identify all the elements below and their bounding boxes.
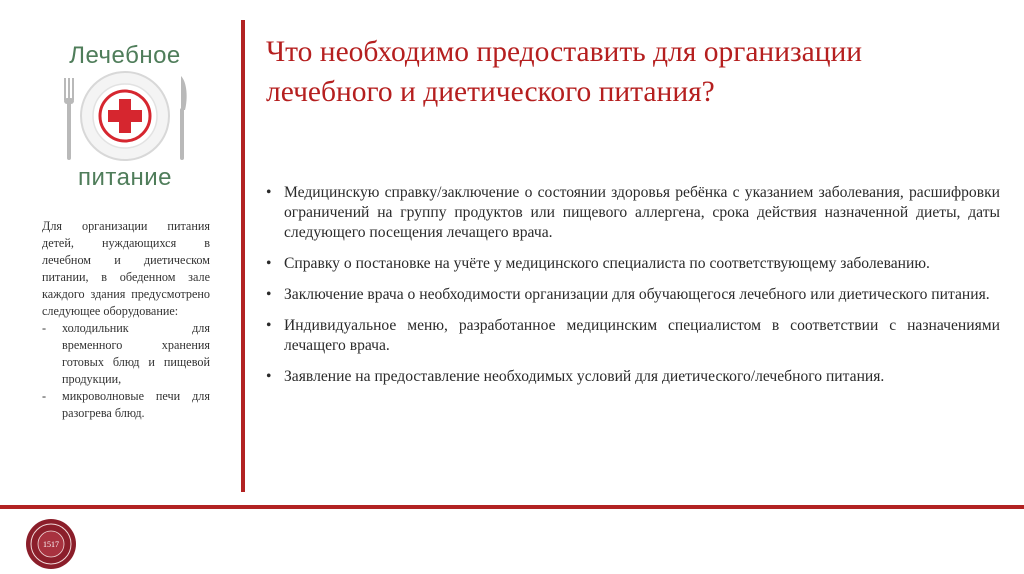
seal-year: 1517 <box>43 540 59 549</box>
plate-cross-icon <box>50 68 200 164</box>
list-item-text: Заключение врача о необходимости организации для обучающегося лечебного или диетического питания. <box>284 286 990 303</box>
equipment-item <box>42 320 210 388</box>
bullet-marker: • <box>266 317 272 334</box>
bullet-marker: • <box>266 368 272 385</box>
knife-icon <box>180 76 187 160</box>
list-item <box>266 183 1000 243</box>
list-item <box>266 254 1000 274</box>
list-item <box>266 285 1000 305</box>
vertical-divider <box>241 20 245 492</box>
list-item-text: Индивидуальное меню, разработанное медицинским специалистом в соответствии с назначениями лечащего врача. <box>284 317 1000 354</box>
sidebar-note <box>42 218 210 422</box>
footer-divider <box>0 505 1024 509</box>
bullet-marker: • <box>266 184 272 201</box>
logo-top-text: Лечебное <box>69 42 181 69</box>
list-dash: - <box>42 389 47 403</box>
university-seal-icon <box>24 517 78 571</box>
equipment-item-text: холодильник для временного хранения готовых блюд и пищевой продукции, <box>62 321 210 386</box>
equipment-list <box>42 320 210 422</box>
documents-list <box>266 183 1000 398</box>
list-item <box>266 367 1000 387</box>
slide-title: Что необходимо предоставить для организации лечебного и диетического питания? <box>266 36 863 108</box>
list-item-text: Заявление на предоставление необходимых условий для диетического/лечебного питания. <box>284 368 885 385</box>
logo-bottom-text: питание <box>78 164 172 191</box>
bullet-marker: • <box>266 255 272 272</box>
list-item-text: Справку о постановке на учёте у медицинского специалиста по соответствующему заболеванию. <box>284 255 930 272</box>
equipment-item-text: микроволновые печи для разогрева блюд. <box>62 389 210 420</box>
logo <box>50 42 200 192</box>
list-dash: - <box>42 321 47 335</box>
list-item-text: Медицинскую справку/заключение о состоянии здоровья ребёнка с указанием заболевания, расшифровки ограничений на группу продуктов или пищевого аллергена, срока действия назначенной диеты, даты следующего посещения лечащего врача. <box>284 184 1000 241</box>
equipment-item <box>42 388 210 422</box>
bullet-marker: • <box>266 286 272 303</box>
list-item <box>266 316 1000 356</box>
sidebar-intro: Для организации питания детей, нуждающихся в лечебном и диетическом питании, в обеденном зале каждого здания предусмотрено следующее оборудование: <box>42 219 210 318</box>
fork-icon <box>64 78 74 160</box>
